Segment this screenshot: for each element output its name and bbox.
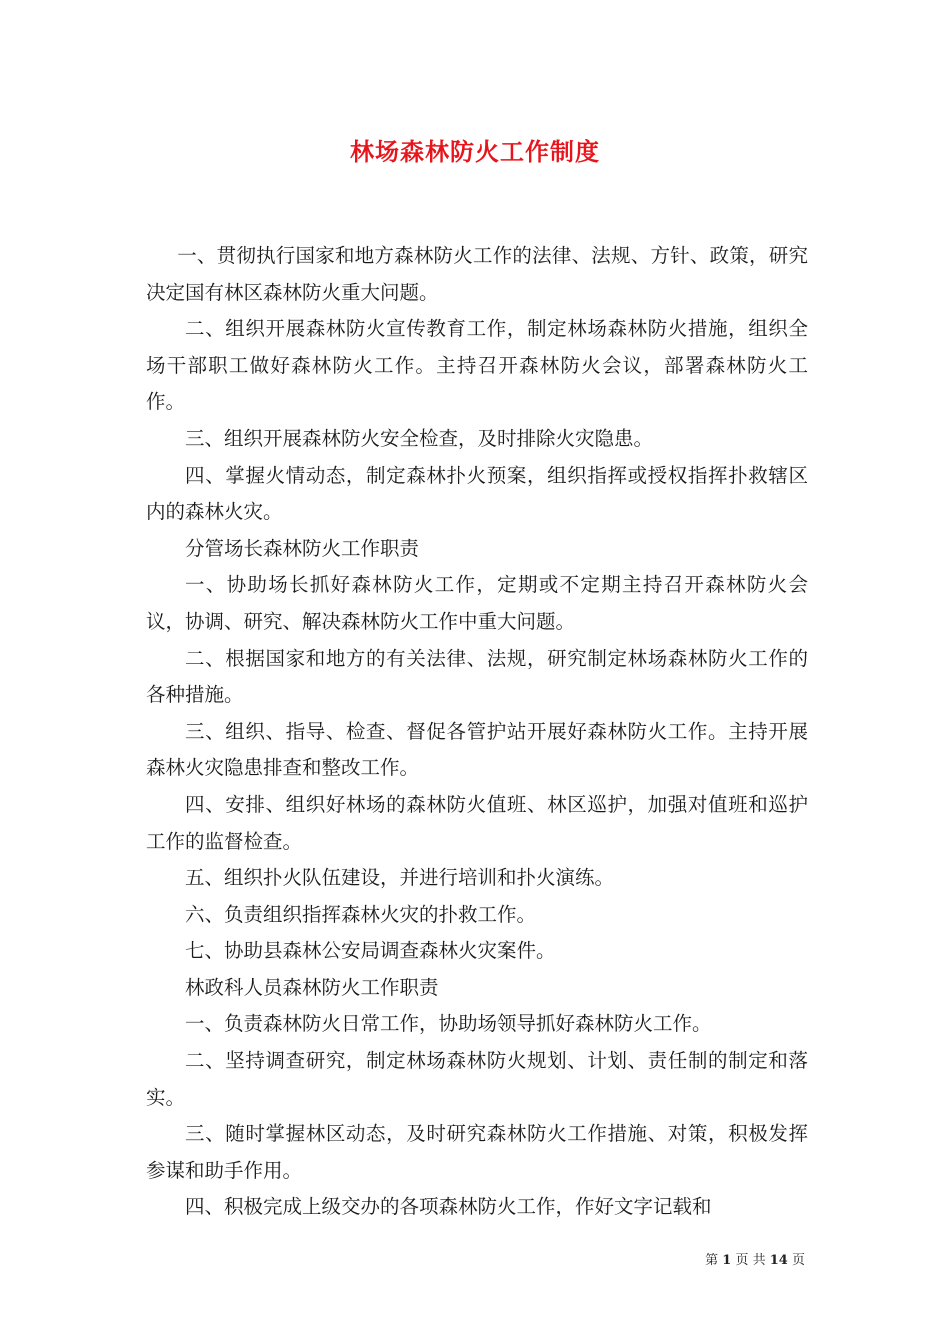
paragraph-16: 三、随时掌握林区动态，及时研究森林防火工作措施、对策，积极发挥参谋和助手作用。 — [146, 1122, 808, 1182]
footer-current-page: 1 — [722, 1253, 732, 1268]
paragraph-3: 三、组织开展森林防火安全检查，及时排除火灾隐患。 — [185, 426, 654, 450]
footer-prefix: 第 — [705, 1253, 719, 1268]
paragraph-2: 二、组织开展森林防火宣传教育工作，制定林场森林防火措施，组织全场干部职工做好森林防火工作。主持召开森林防火会议，部署森林防火工作。 — [146, 317, 808, 414]
paragraph-9: 四、安排、组织好林场的森林防火值班、林区巡护，加强对值班和巡护工作的监督检查。 — [146, 792, 808, 853]
page-number-footer — [705, 1249, 805, 1268]
document-body — [146, 238, 808, 1226]
section-heading-forestry-staff: 林政科人员森林防火工作职责 — [185, 975, 439, 999]
footer-total-pages: 14 — [769, 1253, 788, 1268]
paragraph-7: 二、根据国家和地方的有关法律、法规，研究制定林场森林防火工作的各种措施。 — [146, 646, 808, 707]
paragraph-1: 一、贯彻执行国家和地方森林防火工作的法律、法规、方针、政策，研究决定国有林区森林防火重大问题。 — [146, 244, 808, 304]
footer-suffix: 页 — [791, 1253, 805, 1268]
paragraph-14: 一、负责森林防火日常工作，协助场领导抓好森林防火工作。 — [185, 1012, 712, 1036]
paragraph-8: 三、组织、指导、检查、督促各管护站开展好森林防火工作。主持开展森林火灾隐患排查和整改工作。 — [146, 719, 808, 780]
document-title: 林场森林防火工作制度 — [350, 138, 600, 166]
footer-middle: 页 共 — [735, 1253, 766, 1268]
paragraph-15: 二、坚持调查研究，制定林场森林防火规划、计划、责任制的制定和落实。 — [146, 1049, 808, 1109]
section-heading-deputy-director: 分管场长森林防火工作职责 — [185, 536, 420, 560]
paragraph-17: 四、积极完成上级交办的各项森林防火工作，作好文字记载和 — [185, 1195, 712, 1219]
paragraph-10: 五、组织扑火队伍建设，并进行培训和扑火演练。 — [185, 866, 615, 890]
paragraph-11: 六、负责组织指挥森林火灾的扑救工作。 — [185, 902, 537, 926]
paragraph-4: 四、掌握火情动态，制定森林扑火预案，组织指挥或授权指挥扑救辖区内的森林火灾。 — [146, 463, 808, 524]
paragraph-12: 七、协助县森林公安局调查森林火灾案件。 — [185, 939, 556, 963]
paragraph-6: 一、协助场长抓好森林防火工作，定期或不定期主持召开森林防火会议，协调、研究、解决森林防火工作中重大问题。 — [146, 573, 808, 633]
